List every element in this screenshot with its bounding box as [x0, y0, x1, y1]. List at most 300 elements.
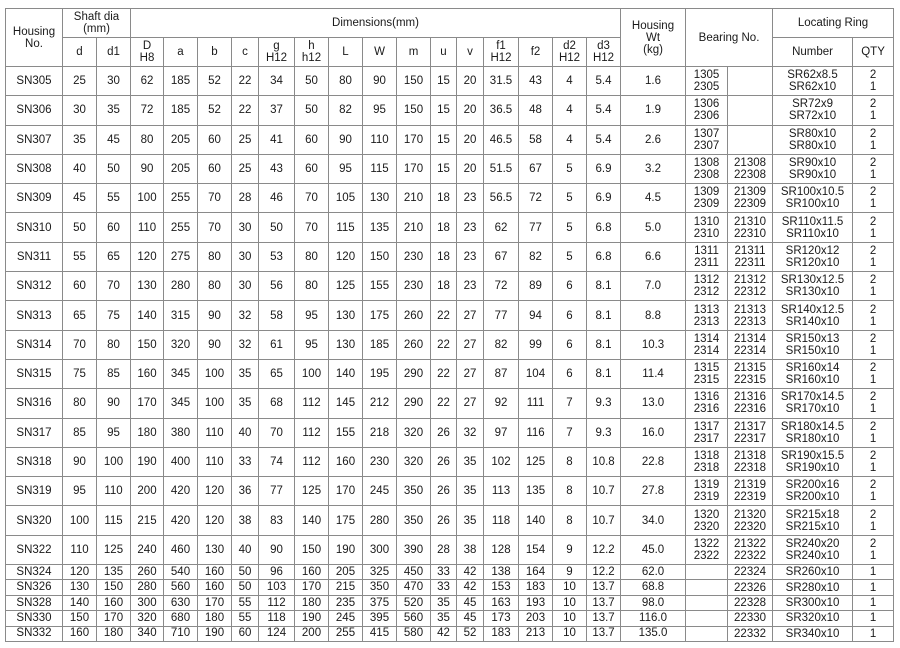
cell-f1: 51.5 [484, 154, 519, 183]
cell-qty [853, 447, 894, 476]
cell-wt: 98.0 [621, 595, 686, 610]
cell-v: 23 [457, 272, 484, 301]
cell-d: 320 [131, 611, 164, 626]
header-text: f1 [496, 40, 506, 52]
cell-d: 50 [63, 213, 97, 242]
cell-line: SR120x10 [785, 256, 840, 269]
cell-g: 34 [259, 67, 295, 96]
cell-line: 2315 [693, 374, 720, 387]
cell-line: 1 [869, 256, 877, 269]
table-row [6, 67, 894, 96]
cell-line [686, 628, 727, 640]
cell-d3: 6.9 [587, 154, 621, 183]
cell-g: 56 [259, 272, 295, 301]
cell-d: 130 [63, 580, 97, 595]
cell-ring [773, 611, 853, 626]
cell-line: SR72x10 [788, 110, 837, 123]
cell-d1: 115 [97, 506, 131, 535]
table-row [6, 330, 894, 359]
header-f2 [519, 38, 553, 67]
cell-m: 390 [397, 535, 431, 564]
header-text: m [408, 46, 419, 58]
cell-u: 26 [431, 506, 457, 535]
cell-l: 125 [329, 272, 363, 301]
cell-line: 2 [869, 479, 877, 492]
header-text: H12 [265, 52, 288, 64]
cell-wt: 34.0 [621, 506, 686, 535]
cell-housing: SN318 [6, 447, 63, 476]
cell-bearing-a [686, 272, 728, 301]
header-text: L [342, 46, 349, 58]
cell-line: SR80x10 [788, 139, 837, 152]
cell-u: 18 [431, 184, 457, 213]
cell-housing: SN306 [6, 96, 63, 125]
cell-bearing-b [728, 626, 773, 641]
cell-line: 1 [869, 566, 877, 579]
cell-a: 275 [164, 242, 198, 271]
cell-w: 90 [363, 67, 397, 96]
cell-ring [773, 389, 853, 418]
cell-line: 22330 [734, 612, 767, 625]
cell-c: 38 [232, 506, 259, 535]
cell-d: 65 [63, 301, 97, 330]
header-text: d1 [107, 46, 120, 58]
cell-w: 212 [363, 389, 397, 418]
cell-v: 27 [457, 389, 484, 418]
cell-w: 375 [363, 595, 397, 610]
cell-qty [853, 125, 894, 154]
header-text: h12 [301, 52, 322, 64]
cell-line: SR215x18 [785, 508, 840, 521]
cell-line: SR120x12 [785, 244, 840, 257]
cell-ring [773, 154, 853, 183]
cell-v: 23 [457, 213, 484, 242]
cell-line: 2 [869, 157, 877, 170]
cell-d1: 80 [97, 330, 131, 359]
cell-l: 160 [329, 447, 363, 476]
cell-l: 170 [329, 477, 363, 506]
cell-u: 18 [431, 213, 457, 242]
cell-w: 175 [363, 301, 397, 330]
cell-line [686, 566, 727, 578]
cell-d: 150 [63, 611, 97, 626]
cell-line: 1 [869, 612, 877, 625]
cell-qty [853, 595, 894, 610]
cell-a: 560 [164, 580, 198, 595]
cell-ring [773, 565, 853, 580]
cell-qty [853, 477, 894, 506]
cell-h: 200 [295, 626, 329, 641]
header-a [164, 38, 198, 67]
cell-line: 22314 [734, 344, 767, 357]
cell-m: 150 [397, 96, 431, 125]
cell-qty [853, 67, 894, 96]
cell-f1: 163 [484, 595, 519, 610]
cell-wt: 3.2 [621, 154, 686, 183]
cell-u: 33 [431, 565, 457, 580]
cell-line: 21309 [734, 186, 767, 199]
cell-u: 22 [431, 359, 457, 388]
cell-line: 1320 [693, 508, 720, 521]
cell-a: 205 [164, 154, 198, 183]
cell-d3: 13.7 [587, 580, 621, 595]
table-row [6, 272, 894, 301]
cell-f2: 193 [519, 595, 553, 610]
cell-w: 95 [363, 96, 397, 125]
cell-qty [853, 242, 894, 271]
cell-a: 420 [164, 477, 198, 506]
cell-b: 70 [198, 213, 232, 242]
cell-bearing-b [728, 565, 773, 580]
cell-l: 140 [329, 359, 363, 388]
cell-bearing-b [728, 184, 773, 213]
cell-line [686, 582, 727, 594]
cell-b: 90 [198, 330, 232, 359]
cell-ring [773, 595, 853, 610]
cell-bearing-a [686, 595, 728, 610]
cell-ring [773, 67, 853, 96]
cell-b: 60 [198, 154, 232, 183]
cell-m: 210 [397, 184, 431, 213]
cell-line: 1307 [693, 127, 720, 140]
cell-ring [773, 506, 853, 535]
cell-d3: 13.7 [587, 595, 621, 610]
cell-d2: 7 [553, 418, 587, 447]
cell-l: 235 [329, 595, 363, 610]
cell-qty [853, 418, 894, 447]
cell-d2: 8 [553, 477, 587, 506]
cell-d: 30 [63, 96, 97, 125]
cell-f2: 82 [519, 242, 553, 271]
cell-a: 315 [164, 301, 198, 330]
cell-b: 160 [198, 565, 232, 580]
cell-l: 255 [329, 626, 363, 641]
cell-v: 20 [457, 96, 484, 125]
cell-l: 190 [329, 535, 363, 564]
cell-line: 21314 [734, 332, 767, 345]
cell-d3: 6.8 [587, 213, 621, 242]
cell-housing: SN314 [6, 330, 63, 359]
cell-f1: 118 [484, 506, 519, 535]
cell-g: 70 [259, 418, 295, 447]
cell-housing: SN311 [6, 242, 63, 271]
cell-line: 2 [869, 420, 877, 433]
cell-d1: 170 [97, 611, 131, 626]
cell-d1: 135 [97, 565, 131, 580]
header-d1 [97, 38, 131, 67]
cell-f2: 72 [519, 184, 553, 213]
header-text: Housing [631, 19, 675, 32]
cell-wt: 6.6 [621, 242, 686, 271]
cell-w: 350 [363, 580, 397, 595]
cell-qty [853, 580, 894, 595]
table-row [6, 213, 894, 242]
cell-line: 1 [869, 139, 877, 152]
cell-d: 140 [63, 595, 97, 610]
cell-line [686, 612, 727, 624]
cell-ring [773, 535, 853, 564]
cell-f1: 138 [484, 565, 519, 580]
cell-w: 245 [363, 477, 397, 506]
cell-m: 450 [397, 565, 431, 580]
cell-a: 380 [164, 418, 198, 447]
cell-d2: 7 [553, 389, 587, 418]
cell-bearing-b [728, 96, 773, 125]
cell-line: 21308 [734, 157, 767, 170]
cell-line: 22320 [734, 520, 767, 533]
cell-d1: 110 [97, 477, 131, 506]
cell-f1: 87 [484, 359, 519, 388]
cell-h: 80 [295, 272, 329, 301]
cell-m: 290 [397, 359, 431, 388]
cell-g: 37 [259, 96, 295, 125]
cell-d3: 5.4 [587, 125, 621, 154]
cell-h: 70 [295, 213, 329, 242]
cell-line: 22312 [734, 286, 767, 299]
cell-wt: 1.9 [621, 96, 686, 125]
cell-f1: 72 [484, 272, 519, 301]
cell-bearing-a [686, 506, 728, 535]
cell-wt: 8.8 [621, 301, 686, 330]
cell-qty [853, 535, 894, 564]
cell-d2: 10 [553, 580, 587, 595]
header-text: u [440, 46, 447, 58]
cell-c: 40 [232, 535, 259, 564]
cell-b: 100 [198, 389, 232, 418]
cell-g: 90 [259, 535, 295, 564]
cell-qty [853, 154, 894, 183]
cell-l: 120 [329, 242, 363, 271]
cell-d2: 4 [553, 96, 587, 125]
cell-qty [853, 565, 894, 580]
cell-line: 2 [869, 508, 877, 521]
cell-line: 1 [869, 169, 877, 182]
cell-line: 2 [869, 127, 877, 140]
header-text: h [308, 40, 315, 52]
table-row [6, 447, 894, 476]
cell-f2: 77 [519, 213, 553, 242]
cell-line: 1317 [693, 420, 720, 433]
cell-d: 150 [131, 330, 164, 359]
cell-b: 120 [198, 477, 232, 506]
cell-line: 22319 [734, 491, 767, 504]
cell-g: 124 [259, 626, 295, 641]
cell-line: SR150x13 [785, 332, 840, 345]
cell-ring [773, 626, 853, 641]
cell-qty [853, 96, 894, 125]
cell-v: 20 [457, 67, 484, 96]
cell-line: 1310 [693, 215, 720, 228]
cell-u: 42 [431, 626, 457, 641]
cell-u: 15 [431, 125, 457, 154]
cell-f2: 213 [519, 626, 553, 641]
cell-m: 320 [397, 418, 431, 447]
cell-line: 22332 [734, 627, 767, 640]
cell-line: SR90x10 [788, 169, 837, 182]
cell-housing: SN308 [6, 154, 63, 183]
cell-ring [773, 447, 853, 476]
cell-ring [773, 580, 853, 595]
cell-m: 350 [397, 506, 431, 535]
cell-d3: 10.7 [587, 477, 621, 506]
cell-line: SR160x14 [785, 362, 840, 375]
header-c [232, 38, 259, 67]
cell-v: 52 [457, 626, 484, 641]
cell-bearing-a [686, 447, 728, 476]
cell-b: 120 [198, 506, 232, 535]
cell-wt: 45.0 [621, 535, 686, 564]
cell-ring [773, 272, 853, 301]
cell-bearing-a [686, 125, 728, 154]
header-text: No. [25, 37, 43, 50]
cell-g: 77 [259, 477, 295, 506]
cell-c: 40 [232, 418, 259, 447]
cell-d: 160 [63, 626, 97, 641]
cell-line [728, 140, 772, 152]
cell-v: 23 [457, 242, 484, 271]
cell-line: SR240x20 [785, 537, 840, 550]
cell-line: 2 [869, 274, 877, 287]
cell-c: 25 [232, 154, 259, 183]
cell-ring [773, 184, 853, 213]
cell-line: 2307 [693, 139, 720, 152]
cell-w: 150 [363, 242, 397, 271]
cell-line: 22326 [734, 581, 767, 594]
cell-line: 2314 [693, 344, 720, 357]
cell-d: 70 [63, 330, 97, 359]
cell-u: 15 [431, 96, 457, 125]
cell-line: 1 [869, 432, 877, 445]
cell-bearing-b [728, 477, 773, 506]
cell-w: 230 [363, 447, 397, 476]
cell-f1: 97 [484, 418, 519, 447]
cell-h: 100 [295, 359, 329, 388]
cell-b: 60 [198, 125, 232, 154]
cell-line: 2 [869, 303, 877, 316]
cell-line: 1309 [693, 186, 720, 199]
header-number [773, 38, 853, 67]
cell-b: 110 [198, 447, 232, 476]
cell-line: SR300x10 [785, 597, 840, 610]
cell-qty [853, 506, 894, 535]
cell-housing: SN328 [6, 595, 63, 610]
cell-f1: 92 [484, 389, 519, 418]
cell-d3: 6.9 [587, 184, 621, 213]
cell-f2: 154 [519, 535, 553, 564]
cell-d: 215 [131, 506, 164, 535]
cell-bearing-b [728, 330, 773, 359]
cell-c: 50 [232, 580, 259, 595]
header-locating-ring: Locating Ring [773, 9, 894, 38]
cell-w: 130 [363, 184, 397, 213]
cell-c: 28 [232, 184, 259, 213]
header-w [363, 38, 397, 67]
cell-bearing-a [686, 213, 728, 242]
cell-c: 30 [232, 242, 259, 271]
cell-c: 60 [232, 626, 259, 641]
cell-line: 2 [869, 450, 877, 462]
cell-bearing-b [728, 359, 773, 388]
header-text: (mm) [83, 23, 110, 35]
cell-f1: 113 [484, 477, 519, 506]
cell-bearing-a [686, 477, 728, 506]
header-text: d3 [597, 40, 610, 52]
cell-bearing-b [728, 595, 773, 610]
cell-wt: 1.6 [621, 67, 686, 96]
cell-d3: 10.8 [587, 447, 621, 476]
cell-g: 103 [259, 580, 295, 595]
cell-bearing-a [686, 626, 728, 641]
cell-d: 85 [63, 418, 97, 447]
cell-m: 470 [397, 580, 431, 595]
cell-l: 82 [329, 96, 363, 125]
cell-d: 200 [131, 477, 164, 506]
cell-line: SR170x10 [785, 403, 840, 416]
cell-m: 290 [397, 389, 431, 418]
cell-d1: 150 [97, 580, 131, 595]
cell-f2: 135 [519, 477, 553, 506]
cell-f2: 183 [519, 580, 553, 595]
cell-housing: SN313 [6, 301, 63, 330]
cell-d3: 10.7 [587, 506, 621, 535]
cell-wt: 4.5 [621, 184, 686, 213]
cell-line: 22324 [734, 566, 767, 579]
cell-wt: 11.4 [621, 359, 686, 388]
cell-bearing-a [686, 154, 728, 183]
cell-u: 33 [431, 580, 457, 595]
cell-u: 15 [431, 154, 457, 183]
cell-line: 21312 [734, 274, 767, 287]
cell-line: 1 [869, 520, 877, 533]
cell-d2: 5 [553, 213, 587, 242]
cell-line: 1 [869, 286, 877, 299]
header-text: H12 [490, 52, 512, 64]
cell-housing: SN305 [6, 67, 63, 96]
cell-v: 38 [457, 535, 484, 564]
cell-c: 55 [232, 595, 259, 610]
cell-d: 72 [131, 96, 164, 125]
cell-bearing-a [686, 301, 728, 330]
cell-m: 230 [397, 242, 431, 271]
cell-qty [853, 272, 894, 301]
cell-bearing-a [686, 330, 728, 359]
header-row-1 [6, 9, 894, 38]
cell-bearing-b [728, 611, 773, 626]
cell-line: SR100x10.5 [780, 186, 845, 199]
cell-f2: 89 [519, 272, 553, 301]
cell-d: 260 [131, 565, 164, 580]
cell-line: 22317 [734, 432, 767, 445]
cell-h: 60 [295, 154, 329, 183]
header-text: H12 [592, 52, 615, 64]
cell-b: 100 [198, 359, 232, 388]
cell-g: 58 [259, 301, 295, 330]
cell-f1: 183 [484, 626, 519, 641]
cell-b: 80 [198, 272, 232, 301]
header-d [131, 38, 164, 67]
cell-wt: 16.0 [621, 418, 686, 447]
cell-line: 1308 [693, 157, 720, 170]
cell-m: 560 [397, 611, 431, 626]
cell-f2: 67 [519, 154, 553, 183]
cell-line: 1315 [693, 362, 720, 375]
cell-housing: SN316 [6, 389, 63, 418]
cell-bearing-a [686, 535, 728, 564]
cell-f2: 140 [519, 506, 553, 535]
cell-d: 100 [63, 506, 97, 535]
cell-line: 2 [869, 537, 877, 550]
cell-housing: SN317 [6, 418, 63, 447]
